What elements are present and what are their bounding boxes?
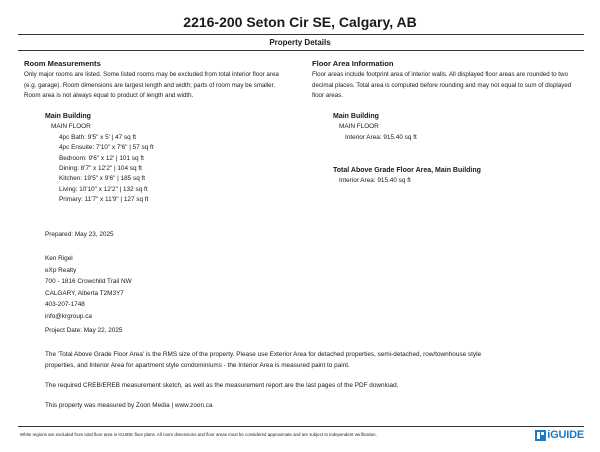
contact-city: CALGARY, Alberta T2M3Y7 xyxy=(45,289,124,297)
total-interior-area: Interior Area: 915.40 sq ft xyxy=(339,177,411,185)
note-line: (e.g. garage). Room dimensions are largest length and width; parts of room may be smaller. xyxy=(24,81,276,89)
iguide-logo-icon xyxy=(535,430,546,441)
floor-area-section xyxy=(312,58,588,102)
list-item: Kitchen: 19'5" x 9'6" | 185 sq ft xyxy=(59,175,146,183)
floor-area-heading: Floor Area Information xyxy=(312,59,394,68)
floor-label: MAIN FLOOR xyxy=(339,123,379,131)
divider xyxy=(18,426,584,427)
list-item: 4pc Bath: 9'5" x 5' | 47 sq ft xyxy=(59,133,137,141)
list-item: Living: 10'10" x 12'2" | 132 sq ft xyxy=(59,185,148,193)
section-title: Property Details xyxy=(269,38,331,47)
room-measurements-heading: Room Measurements xyxy=(24,59,101,68)
contact-company: eXp Realty xyxy=(45,266,77,274)
building-heading: Main Building xyxy=(333,113,379,120)
note-line: Only major rooms are listed. Some listed rooms may be excluded from total interior floor area xyxy=(24,71,279,78)
note-line: decimal places. Total area is computed before rounding and may not equal to sum of displayed xyxy=(312,81,572,89)
room-measurements-note xyxy=(24,70,296,102)
list-item: Dining: 8'7" x 12'2" | 104 sq ft xyxy=(59,165,142,173)
footer-disclaimer: White regions are excluded from total floor area in iGUIDE floor plans. All room dimensions and floor areas must be considered approximate and are subject to independent verification. xyxy=(20,432,377,437)
divider xyxy=(18,34,584,35)
list-item: Primary: 11'7" x 11'9" | 127 sq ft xyxy=(59,196,149,204)
list-item: 4pc Ensuite: 7'10" x 7'6" | 57 sq ft xyxy=(59,144,154,152)
page-title: 2216-200 Seton Cir SE, Calgary, AB xyxy=(183,14,417,30)
total-area-block xyxy=(333,166,481,187)
total-area-heading: Total Above Grade Floor Area, Main Building xyxy=(333,167,481,174)
interior-area: Interior Area: 915.40 sq ft xyxy=(345,133,417,141)
project-date: Project Date: May 22, 2025 xyxy=(45,327,123,334)
measured-by-note: This property was measured by Zoon Media | www.zoon.ca xyxy=(45,402,213,409)
note-line: Floor areas include footprint area of interior walls. All displayed floor areas are rounded to two xyxy=(312,71,568,78)
divider xyxy=(18,50,584,51)
note-line: Room area is not always equal to product of length and width. xyxy=(24,92,194,99)
rms-note xyxy=(45,349,565,371)
floor-area-block xyxy=(333,112,417,143)
room-list-block xyxy=(45,112,154,206)
list-item: Bedroom: 9'6" x 12' | 101 sq ft xyxy=(59,154,144,162)
notes-section xyxy=(45,349,565,420)
prepared-date: Prepared: May 23, 2025 xyxy=(45,231,114,238)
rms-note-line: properties, and Interior Area for apartment style condominiums - the Interior Area is measured paint to paint. xyxy=(45,362,350,369)
floor-area-note xyxy=(312,70,588,102)
rms-note-line: The 'Total Above Grade Floor Area' is the RMS size of the property. Please use Exterior Area for detached properties, semi-detached, row/townhouse style xyxy=(45,351,482,358)
contact-address: 700 - 1816 Crowchild Trail NW xyxy=(45,278,132,285)
floor-label: MAIN FLOOR xyxy=(51,123,91,131)
contact-name: Ken Rigel xyxy=(45,255,73,262)
contact-block xyxy=(45,253,132,322)
room-list xyxy=(45,133,154,206)
note-line: floor areas. xyxy=(312,92,343,99)
creb-note: The required CREB/EREB measurement sketch, as well as the measurement report are the last pages of the PDF download. xyxy=(45,382,399,389)
iguide-logo xyxy=(535,429,584,441)
room-measurements-section xyxy=(24,58,296,102)
contact-phone: 403-207-1748 xyxy=(45,301,85,308)
building-heading: Main Building xyxy=(45,113,91,120)
contact-email: info@krgroup.ca xyxy=(45,312,92,320)
logo-text: iGUIDE xyxy=(547,429,584,441)
